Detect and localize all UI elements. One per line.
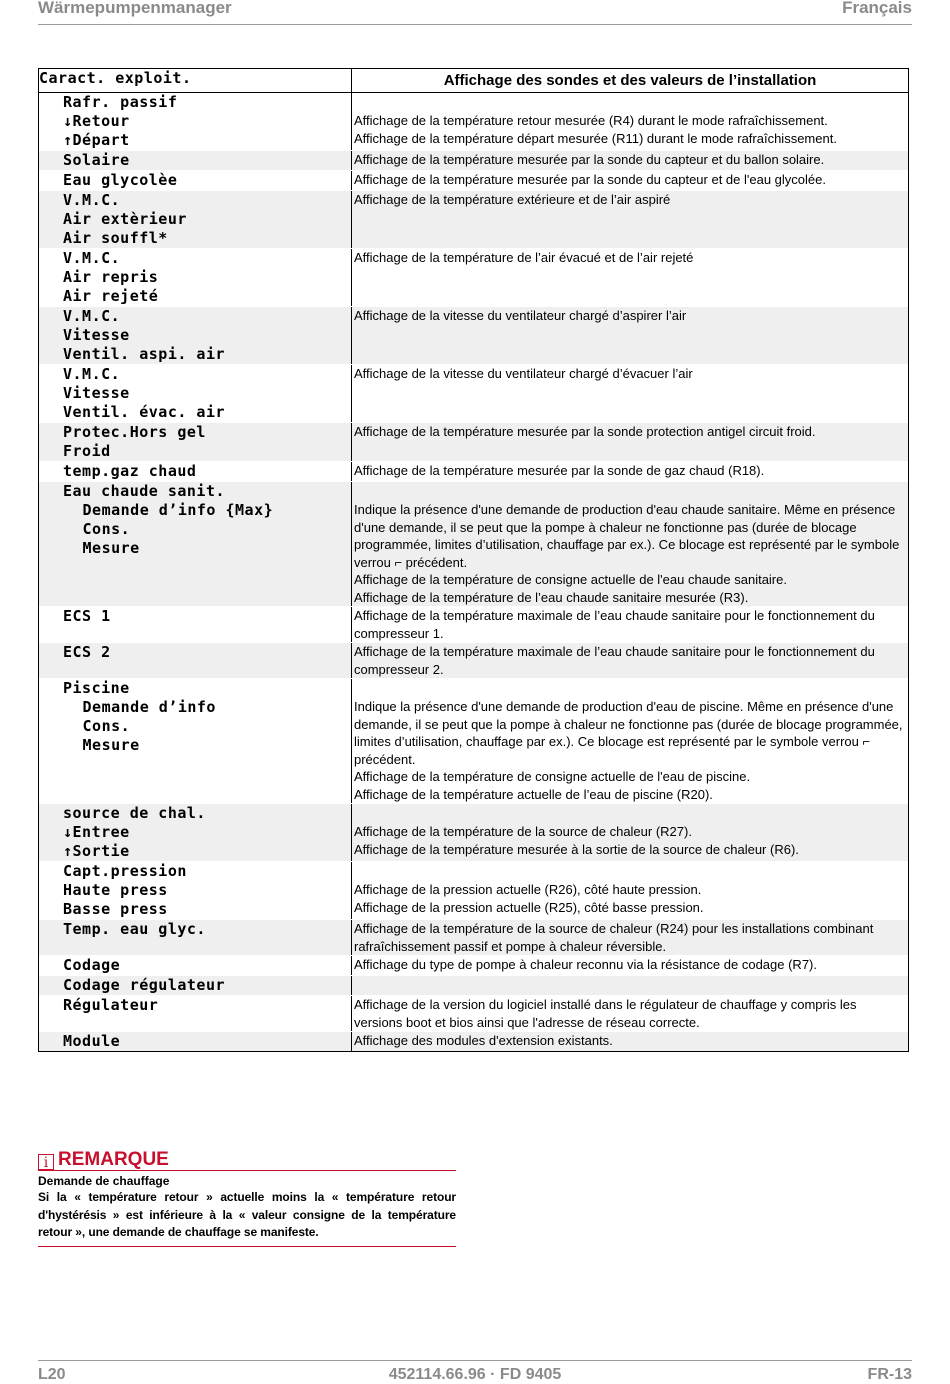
description-text: Affichage de la température retour mesurée (R4) durant le mode rafraîchissement.: [354, 113, 828, 128]
table-row: [39, 307, 908, 365]
table-row: [39, 482, 908, 607]
description-text: Affichage de la température mesurée par la sonde du capteur et du ballon solaire.: [354, 152, 825, 167]
display-line: V.M.C.: [63, 249, 121, 267]
description-text: Affichage de la pression actuelle (R25), côté basse pression.: [354, 899, 704, 915]
display-line: Ventil. évac. air: [63, 403, 226, 421]
description-text: Indique la présence d'une demande de production d'eau de piscine. Même en présence d'une demande, il se peut que la pompe à chaleur ne fonctionne pas (durée de blocage programmée, limites d’utilisation, chauffage par ex.). Ce blocage est représenté par le symbole verrou ⌐ précédent.: [354, 699, 903, 767]
description-text: Affichage de la température départ mesurée (R11) durant le mode rafraîchissement.: [354, 130, 837, 146]
description-text: Affichage de la température de l’air évacué et de l’air rejeté: [354, 250, 694, 265]
description-text: Affichage de la température actuelle de l’eau de piscine (R20).: [354, 786, 713, 802]
table-row: [39, 365, 908, 423]
table-row: [39, 804, 908, 862]
description-text: Affichage de la température mesurée par la sonde protection antigel circuit froid.: [354, 424, 816, 439]
display-line: V.M.C.: [63, 307, 121, 325]
display-line: Capt.pression: [63, 862, 187, 880]
display-line: V.M.C.: [63, 191, 121, 209]
spacer: [354, 482, 906, 501]
display-line: ↑Sortie: [63, 842, 130, 860]
table-header-right: Affichage des sondes et des valeurs de l’installation: [443, 72, 817, 89]
display-line: Cons.: [73, 520, 131, 538]
display-line: Eau glycolèe: [63, 171, 178, 189]
display-line: source de chal.: [63, 804, 206, 822]
display-line: Solaire: [63, 151, 130, 169]
description-text: Affichage de la température maximale de l’eau chaude sanitaire pour le fonctionnement du compresseur 2.: [354, 644, 875, 677]
description-text: Affichage de la pression actuelle (R26), côté haute pression.: [354, 882, 702, 897]
table-row: [39, 191, 908, 249]
display-line: Air rejeté: [63, 287, 159, 305]
description-text: Affichage de la vitesse du ventilateur chargé d’évacuer l’air: [354, 366, 693, 381]
note-body: Si la « température retour » actuelle moins la « température retour d'hystérésis » est inférieure à la « valeur consigne de la température retour », une demande de chauffage se manifeste.: [38, 1189, 456, 1247]
table-row: [39, 956, 908, 976]
display-line: Codage régulateur: [63, 976, 226, 994]
footer-page: FR-13: [867, 1366, 912, 1383]
display-line: ↓Retour: [63, 112, 130, 130]
table-row: [39, 249, 908, 307]
display-line: Demande d’info {Max}: [73, 501, 274, 519]
display-line: Mesure: [73, 736, 140, 754]
table-row: [39, 607, 908, 643]
description-text: Affichage de la température de la source de chaleur (R27).: [354, 824, 692, 839]
description-text: Affichage de la température extérieure et de l’air aspiré: [354, 192, 671, 207]
display-line: Module: [63, 1032, 121, 1050]
display-line: V.M.C.: [63, 365, 121, 383]
display-line: Air repris: [63, 268, 159, 286]
footer-docnumber: 452114.66.96 · FD 9405: [388, 1366, 562, 1383]
note-titlebar: [38, 1150, 456, 1171]
display-line: Codage: [63, 956, 121, 974]
spacer: [354, 93, 906, 112]
table-header-left: Caract. exploit.: [39, 69, 192, 87]
description-text: Affichage de la température de la source de chaleur (R24) pour les installations combinant rafraîchissement passif et pompe à chaleur réversible.: [354, 921, 874, 954]
display-line: Ventil. aspi. air: [63, 345, 226, 363]
table-row: [39, 423, 908, 462]
description-text: Affichage de la vitesse du ventilateur chargé d’aspirer l’air: [354, 308, 687, 323]
display-line: ↓Entree: [63, 823, 130, 841]
description-text: Affichage de la température mesurée par la sonde de gaz chaud (R18).: [354, 463, 765, 478]
display-line: Régulateur: [63, 996, 159, 1014]
display-line: Demande d’info: [73, 698, 216, 716]
info-icon: i: [38, 1154, 54, 1170]
display-line: Piscine: [63, 679, 130, 697]
description-text: Affichage de la température mesurée à la sortie de la source de chaleur (R6).: [354, 841, 799, 857]
display-line: Rafr. passif: [63, 93, 178, 111]
operating-data-table: [38, 68, 909, 1052]
display-line: Vitesse: [63, 326, 130, 344]
page-header: [38, 0, 912, 25]
display-line: temp.gaz chaud: [63, 462, 197, 480]
note-title: REMARQUE: [58, 1149, 169, 1170]
display-line: Basse press: [63, 900, 168, 918]
note-subtitle: Demande de chauffage: [38, 1174, 170, 1188]
spacer: [354, 862, 906, 881]
footer-model: L20: [38, 1366, 66, 1383]
description-text: Affichage des modules d'extension existants.: [354, 1033, 613, 1048]
display-line: Vitesse: [63, 384, 130, 402]
table-row: [39, 679, 908, 804]
display-line: Haute press: [63, 881, 168, 899]
display-line: Protec.Hors gel: [63, 423, 206, 441]
table-row: [39, 996, 908, 1032]
table-row: [39, 862, 908, 920]
description-text: Affichage du type de pompe à chaleur reconnu via la résistance de codage (R7).: [354, 957, 817, 972]
description-text: Indique la présence d'une demande de production d'eau chaude sanitaire. Même en présence d'une demande, il se peut que la pompe à chaleur ne fonctionne pas (durée de blocage programmée, limites d’utilisation, chauffage par ex.). Ce blocage est représenté par le symbole verrou ⌐ précédent.: [354, 502, 900, 570]
description-text: Affichage de la température de consigne actuelle de l'eau chaude sanitaire.: [354, 572, 787, 587]
spacer: [354, 804, 906, 823]
description-text: Affichage de la température de consigne actuelle de l'eau de piscine.: [354, 769, 751, 784]
display-line: ↑Départ: [63, 131, 130, 149]
header-language: Français: [842, 0, 912, 17]
display-line: Cons.: [73, 717, 131, 735]
table-row: [39, 93, 908, 151]
table-header-row: [39, 69, 908, 93]
page-footer: [38, 1360, 912, 1383]
spacer: [354, 679, 906, 698]
table-row: [39, 462, 908, 482]
display-line: Temp. eau glyc.: [63, 920, 206, 938]
display-line: Eau chaude sanit.: [63, 482, 226, 500]
note-box: [38, 1150, 456, 1247]
description-text: Affichage de la version du logiciel installé dans le régulateur de chauffage y compris les versions boot et bios ainsi que l'adresse de réseau correcte.: [354, 997, 857, 1030]
description-text: Affichage de la température maximale de l’eau chaude sanitaire pour le fonctionnement du compresseur 1.: [354, 608, 875, 641]
display-line: ECS 2: [63, 643, 111, 661]
description-text: Affichage de la température de l’eau chaude sanitaire mesurée (R3).: [354, 589, 749, 605]
table-row: [39, 976, 908, 996]
description-text: Affichage de la température mesurée par la sonde du capteur et de l'eau glycolée.: [354, 172, 826, 187]
table-row: [39, 920, 908, 956]
table-body: [39, 93, 908, 1051]
display-line: Mesure: [73, 539, 140, 557]
display-line: Air extèrieur: [63, 210, 187, 228]
header-product: Wärmepumpenmanager: [38, 0, 232, 17]
display-line: ECS 1: [63, 607, 111, 625]
table-row: [39, 1032, 908, 1051]
display-line: Air souffl*: [63, 229, 168, 247]
table-row: [39, 643, 908, 679]
table-row: [39, 171, 908, 191]
table-row: [39, 151, 908, 171]
display-line: Froid: [63, 442, 111, 460]
